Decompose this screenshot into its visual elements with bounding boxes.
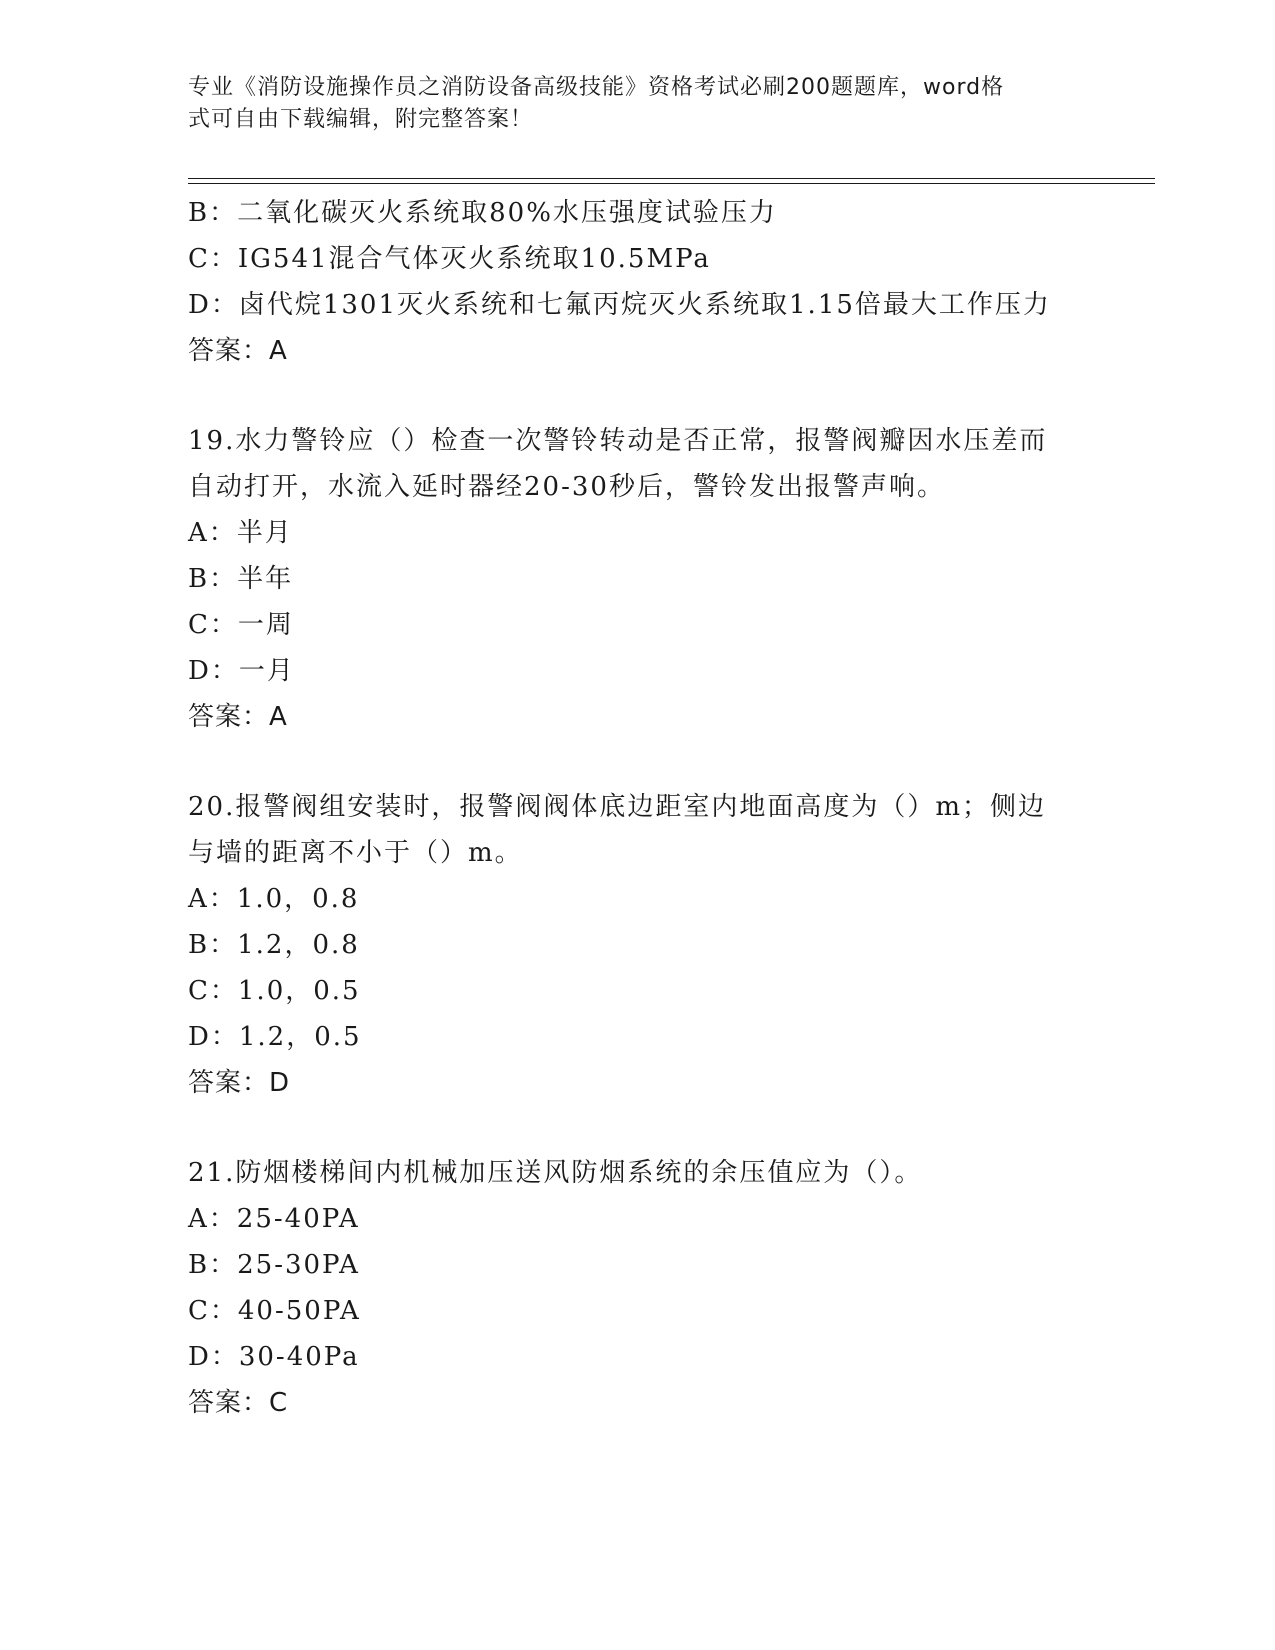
- spacer: [188, 740, 1088, 784]
- option-c: C：一周: [188, 610, 294, 640]
- question-stem-line-1: 20.报警阀组安装时，报警阀阀体底边距室内地面高度为（）m；侧边: [188, 792, 1047, 822]
- question-18-continuation: [188, 190, 1088, 374]
- option-c: C：IG541混合气体灭火系统取10.5MPa: [188, 244, 711, 274]
- question-20: [188, 784, 1088, 1106]
- header-title-line-1: 专业《消防设施操作员之消防设备高级技能》资格考试必刷200题题库，word格: [188, 75, 1005, 100]
- option-b: B：25-30PA: [188, 1250, 360, 1280]
- question-19: [188, 418, 1088, 740]
- option-a: A：25-40PA: [188, 1204, 360, 1234]
- spacer: [188, 1106, 1088, 1150]
- answer: 答案：A: [188, 702, 288, 732]
- option-d: D：一月: [188, 656, 295, 686]
- question-stem-line-2: 自动打开，水流入延时器经20-30秒后，警铃发出报警声响。: [188, 472, 945, 502]
- option-a: A：半月: [188, 518, 293, 548]
- spacer: [188, 374, 1088, 418]
- option-b: B：1.2，0.8: [188, 930, 360, 960]
- question-stem-line-1: 19.水力警铃应（）检查一次警铃转动是否正常，报警阀瓣因水压差而: [188, 426, 1048, 456]
- answer: 答案：C: [188, 1388, 289, 1418]
- option-d: D：1.2，0.5: [188, 1022, 362, 1052]
- header-title-line-2: 式可自由下载编辑，附完整答案！: [188, 107, 534, 132]
- document-header: [188, 72, 1088, 136]
- option-b: B：半年: [188, 564, 294, 594]
- answer: 答案：A: [188, 336, 288, 366]
- question-stem-line-2: 与墙的距离不小于（）m。: [188, 838, 523, 868]
- question-stem-line-1: 21.防烟楼梯间内机械加压送风防烟系统的余压值应为（）。: [188, 1158, 923, 1188]
- question-21: [188, 1150, 1088, 1426]
- option-d: D：30-40Pa: [188, 1342, 360, 1372]
- question-content: [188, 190, 1088, 1426]
- option-a: A：1.0，0.8: [188, 884, 360, 914]
- option-d: D：卤代烷1301灭火系统和七氟丙烷灭火系统取1.15倍最大工作压力: [188, 290, 1051, 320]
- header-divider-top: [188, 178, 1155, 179]
- option-b: B：二氧化碳灭火系统取80%水压强度试验压力: [188, 198, 777, 228]
- option-c: C：40-50PA: [188, 1296, 361, 1326]
- answer: 答案：D: [188, 1068, 291, 1098]
- option-c: C：1.0，0.5: [188, 976, 361, 1006]
- header-divider-bottom: [188, 183, 1155, 184]
